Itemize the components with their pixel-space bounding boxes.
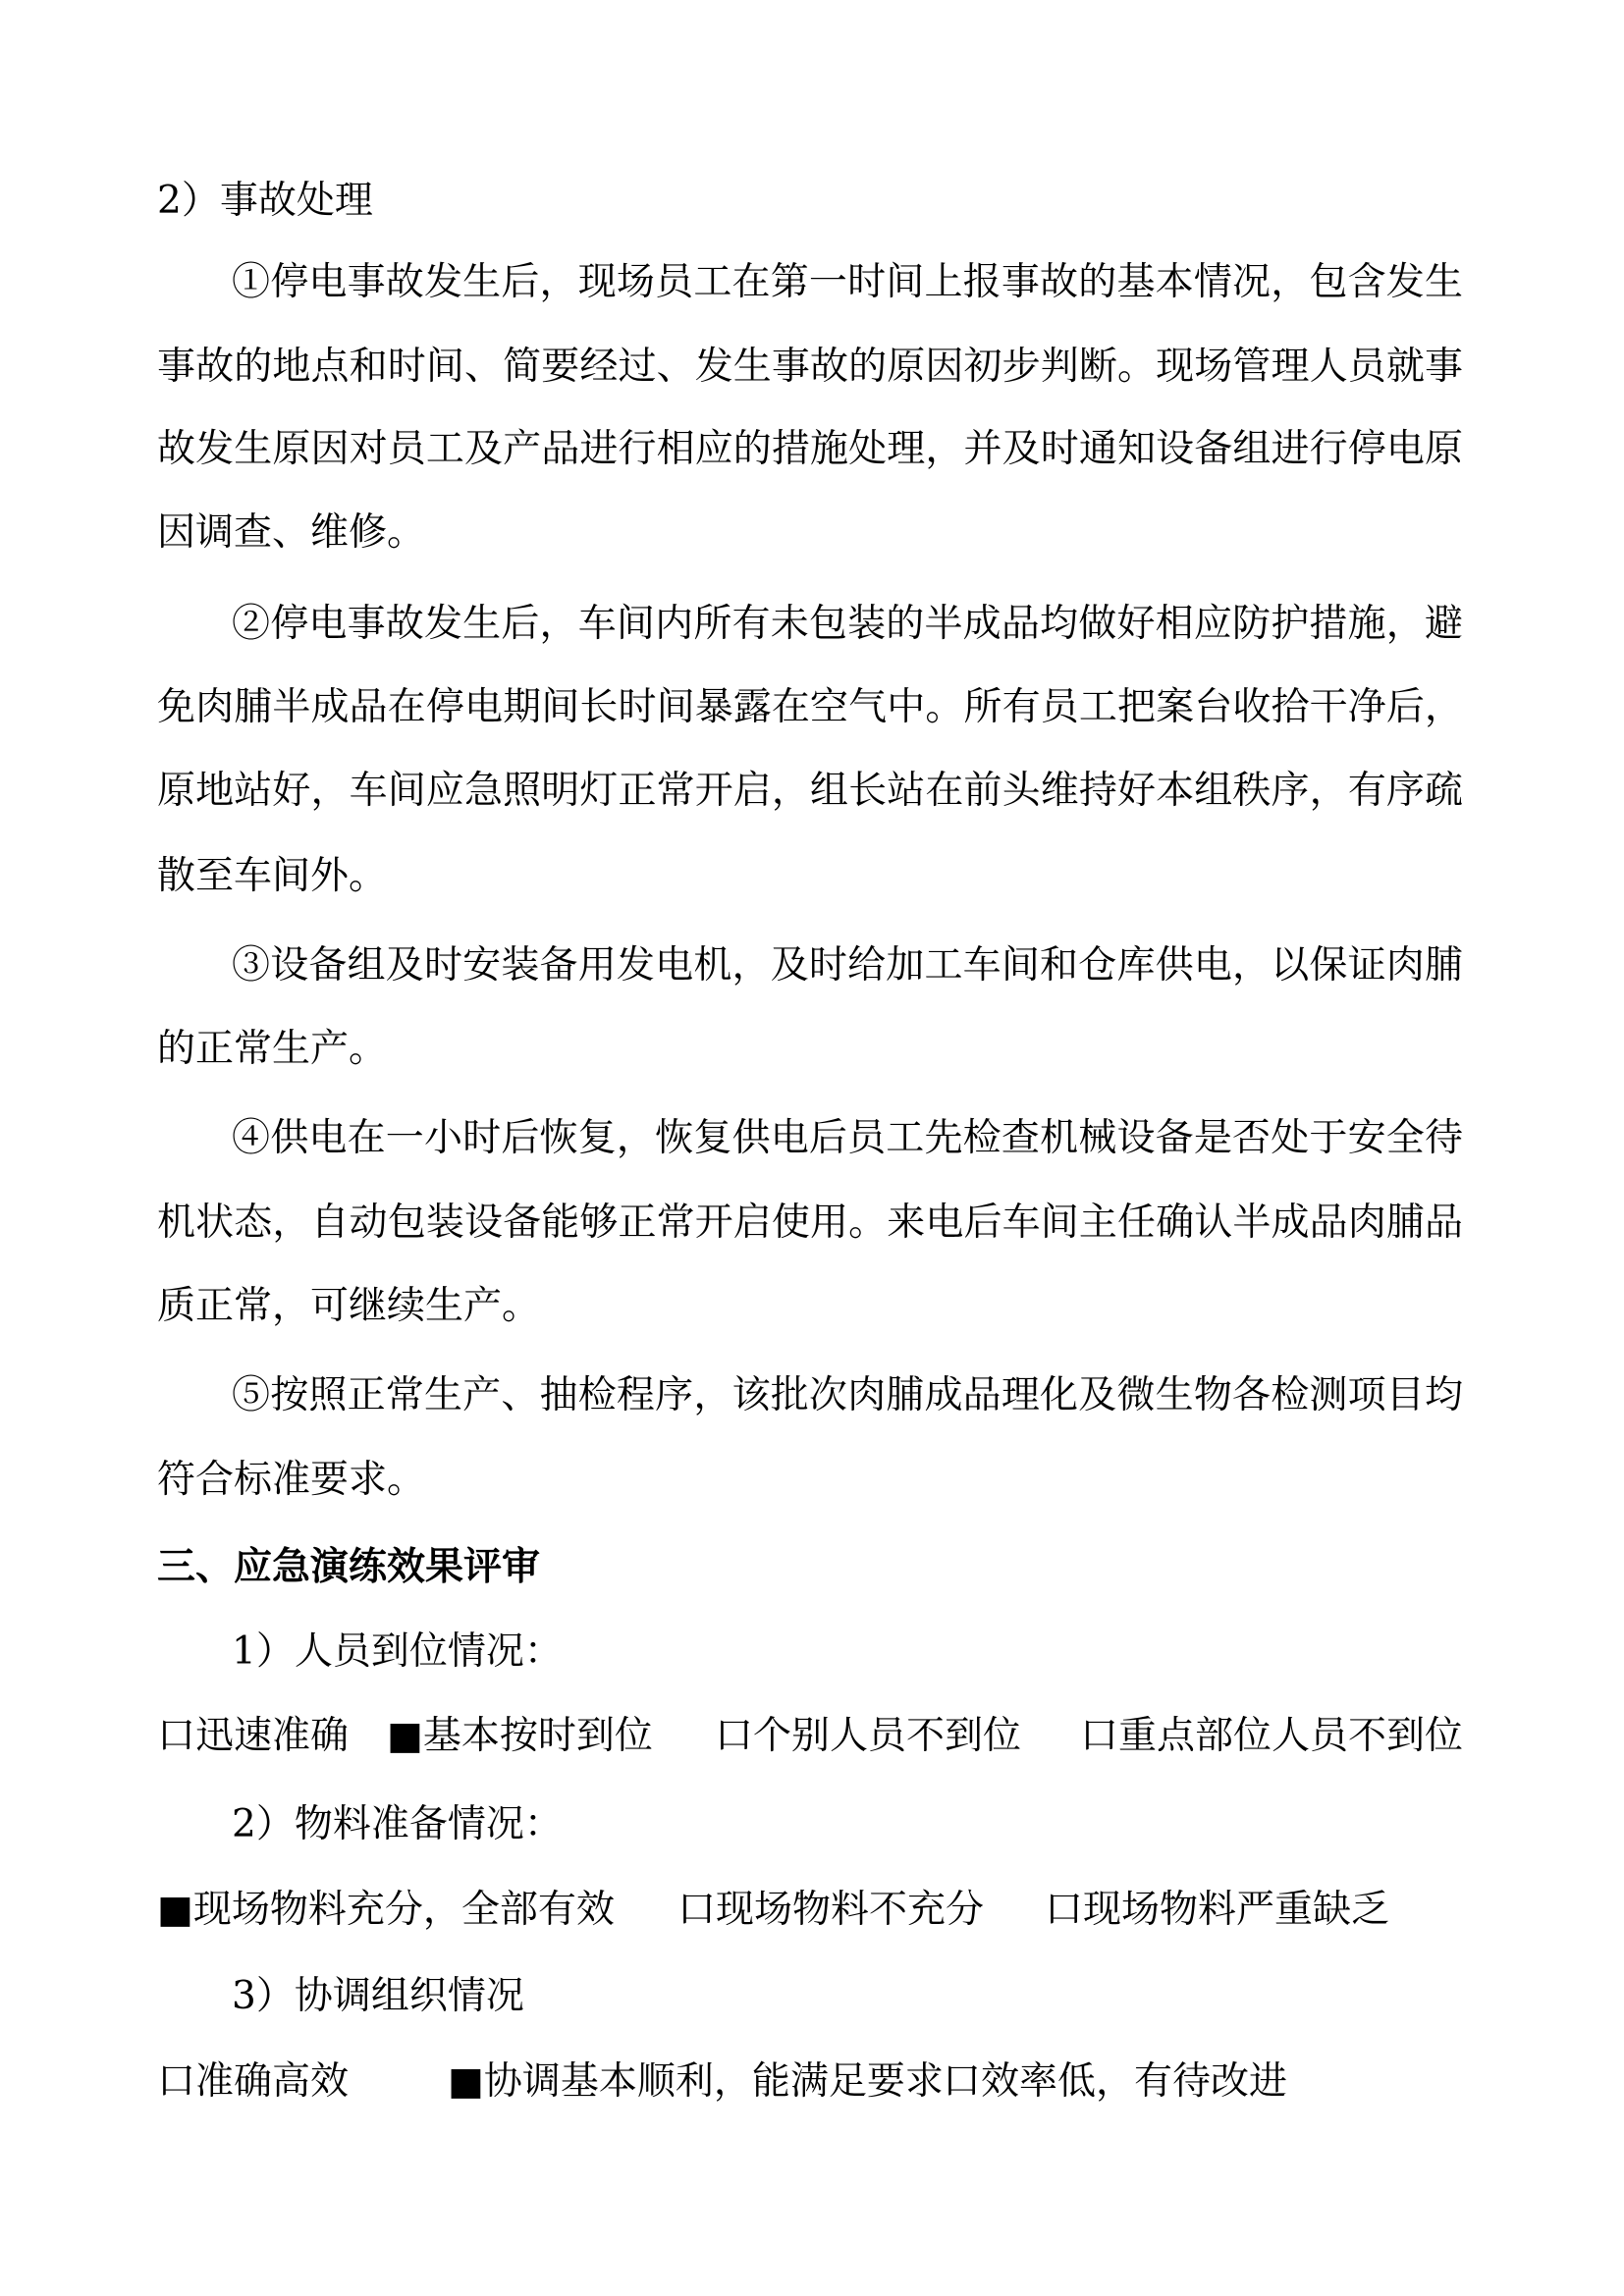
step-3-line-1: ③设备组及时安装备用发电机，及时给加工车间和仓库供电，以保证肉脯 <box>232 943 1463 988</box>
step-1-line-2: 事故的地点和时间、简要经过、发生事故的原因初步判断。现场管理人员就事 <box>157 345 1463 389</box>
option-fast-accurate[interactable]: 口迅速准确 <box>157 1714 350 1758</box>
option-coordination-smooth[interactable]: ■协调基本顺利，能满足要求 <box>448 2059 944 2104</box>
checkbox-unchecked-icon: 口 <box>943 2059 982 2104</box>
option-accurate-efficient[interactable]: 口准确高效 <box>157 2059 350 2104</box>
checkbox-unchecked-icon: 口 <box>1045 1888 1084 1932</box>
step-2-line-1: ②停电事故发生后，车间内所有未包装的半成品均做好相应防护措施，避 <box>232 602 1463 646</box>
eval-item-2-label: 2）物料准备情况： <box>232 1802 563 1846</box>
step-1-line-1: ①停电事故发生后，现场员工在第一时间上报事故的基本情况，包含发生 <box>232 260 1463 304</box>
option-basically-on-time[interactable]: ■基本按时到位 <box>387 1714 653 1758</box>
checkbox-unchecked-icon: 口 <box>1080 1714 1119 1758</box>
option-some-absent[interactable]: 口个别人员不到位 <box>715 1714 1022 1758</box>
checkbox-checked-icon: ■ <box>157 1888 193 1932</box>
option-materials-insufficient[interactable]: 口现场物料不充分 <box>677 1888 985 1932</box>
checkbox-checked-icon: ■ <box>448 2059 484 2104</box>
checkbox-unchecked-icon: 口 <box>677 1888 717 1932</box>
checkbox-unchecked-icon: 口 <box>157 1714 196 1758</box>
option-key-positions-absent[interactable]: 口重点部位人员不到位 <box>1080 1714 1464 1758</box>
checkbox-checked-icon: ■ <box>387 1714 423 1758</box>
step-2-line-4: 散至车间外。 <box>157 854 388 898</box>
option-materials-severely-lacking[interactable]: 口现场物料严重缺乏 <box>1045 1888 1390 1932</box>
step-1-line-4: 因调查、维修。 <box>157 510 426 555</box>
step-2-line-2: 免肉脯半成品在停电期间长时间暴露在空气中。所有员工把案台收拾干净后， <box>157 685 1463 729</box>
checkbox-unchecked-icon: 口 <box>715 1714 754 1758</box>
step-4-line-2: 机状态，自动包装设备能够正常开启使用。来电后车间主任确认半成品肉脯品 <box>157 1201 1463 1245</box>
section-heading-drill-evaluation: 三、应急演练效果评审 <box>157 1544 541 1589</box>
option-materials-sufficient[interactable]: ■现场物料充分，全部有效 <box>157 1888 615 1932</box>
step-1-line-3: 故发生原因对员工及产品进行相应的措施处理，并及时通知设备组进行停电原 <box>157 427 1463 471</box>
checkbox-unchecked-icon: 口 <box>157 2059 196 2104</box>
step-4-line-1: ④供电在一小时后恢复，恢复供电后员工先检查机械设备是否处于安全待 <box>232 1116 1463 1160</box>
step-5-line-1: ⑤按照正常生产、抽检程序，该批次肉脯成品理化及微生物各检测项目均 <box>232 1373 1463 1417</box>
step-2-line-3: 原地站好，车间应急照明灯正常开启，组长站在前头维持好本组秩序，有序疏 <box>157 769 1463 813</box>
eval-item-3-label: 3）协调组织情况 <box>232 1974 524 2018</box>
eval-item-1-label: 1）人员到位情况： <box>232 1629 563 1674</box>
option-low-efficiency[interactable]: 口效率低，有待改进 <box>943 2059 1288 2104</box>
step-4-line-3: 质正常，可继续生产。 <box>157 1284 541 1328</box>
step-3-line-2: 的正常生产。 <box>157 1027 388 1071</box>
section-heading-accident-handling: 2）事故处理 <box>157 179 373 223</box>
step-5-line-2: 符合标准要求。 <box>157 1458 426 1502</box>
